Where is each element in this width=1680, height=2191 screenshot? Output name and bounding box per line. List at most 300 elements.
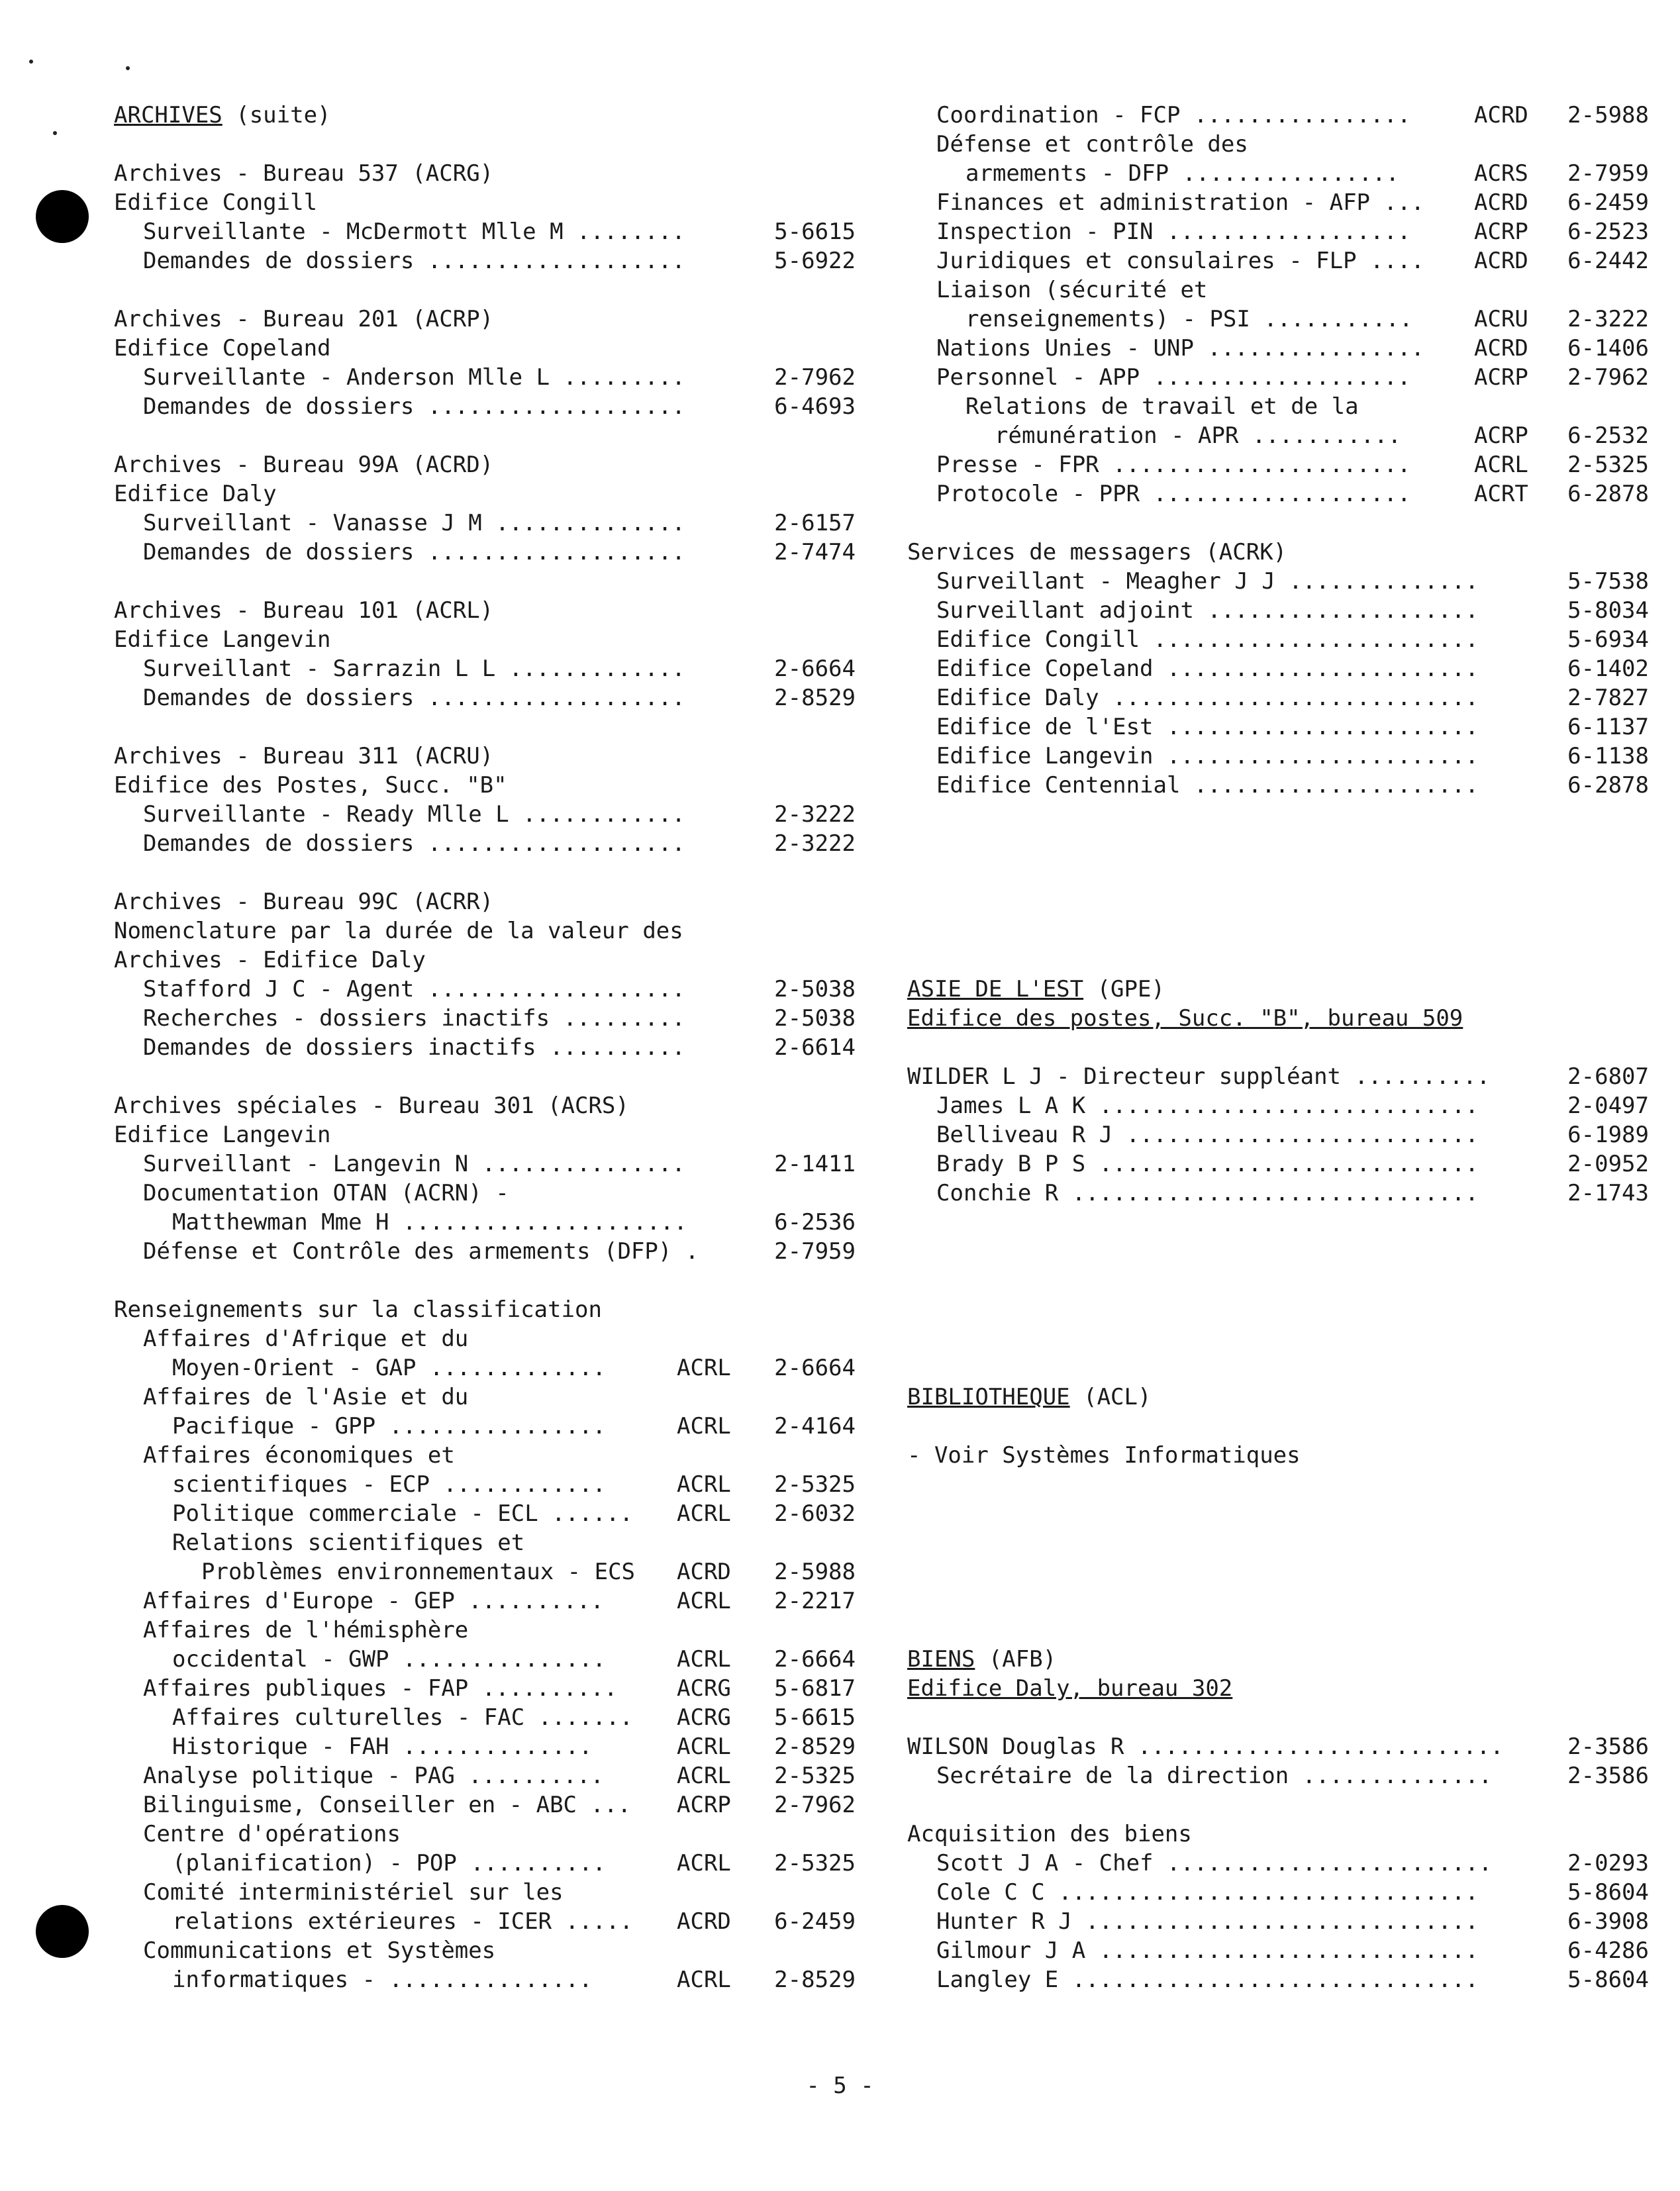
spacer: [907, 829, 1649, 858]
entry-text: Comité interministériel sur les: [143, 1879, 564, 1906]
directory-line: [114, 1499, 856, 1528]
entry-text: Stafford J C - Agent ...................: [143, 976, 685, 1002]
entry-text: Centre d'opérations: [143, 1821, 401, 1847]
phone-number: 2-4164: [774, 1413, 856, 1439]
spacer: [907, 1528, 1649, 1557]
phone-number: 6-1138: [1567, 743, 1649, 769]
office-code: ACRD: [1474, 248, 1528, 274]
directory-line: [907, 712, 1649, 742]
entry-text: Edifice des Postes, Succ. "B": [114, 772, 507, 799]
directory-line: [907, 188, 1649, 217]
entry-text: Nations Unies - UNP ................: [936, 335, 1424, 362]
phone-number: 2-8529: [774, 1733, 856, 1760]
entry-text: Edifice Langevin: [114, 626, 331, 653]
entry-text: Défense et Contrôle des armements (DFP) .: [143, 1238, 699, 1265]
directory-line: [114, 1790, 856, 1820]
phone-number: 6-2523: [1567, 219, 1649, 245]
entry-text: Presse - FPR ......................: [936, 452, 1411, 478]
directory-line: [907, 275, 1649, 305]
entry-text: Secrétaire de la direction ..............: [936, 1763, 1493, 1789]
entry-text: Belliveau R J ..........................: [936, 1122, 1479, 1148]
directory-line: [907, 1732, 1649, 1761]
phone-number: 2-2217: [774, 1588, 856, 1614]
phone-number: 2-5988: [1567, 102, 1649, 128]
section-heading: ARCHIVES: [114, 102, 222, 128]
directory-line: [114, 1965, 856, 1994]
entry-text: Surveillante - Anderson Mlle L .........: [143, 364, 685, 391]
phone-number: 2-5325: [1567, 452, 1649, 478]
section-heading: ASIE DE L'EST: [907, 976, 1084, 1002]
phone-number: 6-4286: [1567, 1937, 1649, 1964]
entry-text: Historique - FAH ..............: [172, 1733, 593, 1760]
entry-text: Inspection - PIN ..................: [936, 219, 1411, 245]
entry-text: WILSON Douglas R ...........................: [907, 1733, 1504, 1760]
directory-line: [114, 654, 856, 683]
directory-line: [114, 1149, 856, 1179]
entry-text: Archives - Bureau 101 (ACRL): [114, 597, 494, 624]
phone-number: 6-1989: [1567, 1122, 1649, 1148]
phone-number: 6-1137: [1567, 714, 1649, 740]
entry-text: Hunter R J .............................: [936, 1908, 1479, 1935]
phone-number: 5-7538: [1567, 568, 1649, 595]
phone-number: 2-5325: [774, 1850, 856, 1876]
phone-number: 2-0497: [1567, 1093, 1649, 1119]
directory-line: [114, 683, 856, 712]
entry-text: Renseignements sur la classification: [114, 1296, 602, 1323]
section-heading: Edifice Daly, bureau 302: [907, 1675, 1233, 1702]
entry-text: Edifice Langevin .......................: [936, 743, 1479, 769]
directory-line: [114, 1120, 856, 1149]
directory-line: [114, 1324, 856, 1353]
office-code: ACRD: [1474, 102, 1528, 128]
entry-text: occidental - GWP ...............: [172, 1646, 607, 1673]
directory-line: [114, 217, 856, 246]
directory-line: [907, 1674, 1649, 1703]
phone-number: 2-6032: [774, 1500, 856, 1527]
directory-line: [114, 1616, 856, 1645]
phone-number: 2-0952: [1567, 1151, 1649, 1177]
office-code: ACRL: [677, 1967, 731, 1993]
heading-suffix: (ACL): [1069, 1384, 1152, 1410]
directory-line: [907, 130, 1649, 159]
phone-number: 5-6934: [1567, 626, 1649, 653]
entry-text: Demandes de dossiers ...................: [143, 830, 685, 857]
office-code: ACRG: [677, 1704, 731, 1731]
entry-text: Documentation OTAN (ACRN) -: [143, 1180, 509, 1206]
phone-number: 2-6807: [1567, 1063, 1649, 1090]
entry-text: Archives - Edifice Daly: [114, 947, 426, 973]
phone-number: 2-5038: [774, 976, 856, 1002]
office-code: ACRS: [1474, 160, 1528, 187]
entry-text: Liaison (sécurité et: [936, 277, 1208, 303]
directory-line: [907, 1820, 1649, 1849]
entry-text: Scott J A - Chef ........................: [936, 1850, 1493, 1876]
directory-line: [907, 101, 1649, 130]
directory-line: [114, 1470, 856, 1499]
phone-number: 2-1411: [774, 1151, 856, 1177]
entry-text: Protocole - PPR ...................: [936, 481, 1411, 507]
speck-2: [126, 66, 130, 70]
directory-line: [907, 1004, 1649, 1033]
spacer: [907, 1790, 1649, 1820]
phone-number: 2-3586: [1567, 1763, 1649, 1789]
directory-line: [114, 1557, 856, 1586]
phone-number: 2-7827: [1567, 685, 1649, 711]
directory-line: [114, 1091, 856, 1120]
office-code: ACRD: [1474, 335, 1528, 362]
directory-line: [114, 159, 856, 188]
directory-line: [907, 159, 1649, 188]
phone-number: 2-3222: [1567, 306, 1649, 332]
directory-line: [114, 946, 856, 975]
entry-text: Moyen-Orient - GAP .............: [172, 1355, 607, 1381]
directory-line: [907, 392, 1649, 421]
entry-text: Matthewman Mme H .....................: [172, 1209, 687, 1236]
directory-line: [114, 1586, 856, 1616]
entry-text: Edifice Daly ...........................: [936, 685, 1479, 711]
entry-text: Demandes de dossiers ...................: [143, 248, 685, 274]
directory-line: [907, 1383, 1649, 1412]
entry-text: Surveillant - Vanasse J M ..............: [143, 510, 685, 536]
entry-text: scientifiques - ECP ............: [172, 1471, 607, 1498]
directory-line: [114, 1033, 856, 1062]
phone-number: 6-2878: [1567, 772, 1649, 799]
phone-number: 2-7959: [774, 1238, 856, 1265]
phone-number: 5-6615: [774, 219, 856, 245]
office-code: ACRL: [677, 1646, 731, 1673]
directory-line: [907, 334, 1649, 363]
spacer: [907, 1295, 1649, 1324]
phone-number: 5-8034: [1567, 597, 1649, 624]
phone-number: 6-2532: [1567, 422, 1649, 449]
phone-number: 2-7959: [1567, 160, 1649, 187]
entry-text: Finances et administration - AFP ...: [936, 189, 1424, 216]
section-heading: BIENS: [907, 1646, 975, 1673]
office-code: ACRL: [677, 1733, 731, 1760]
directory-line: [907, 1849, 1649, 1878]
spacer: [907, 887, 1649, 916]
directory-line: [907, 975, 1649, 1004]
directory-line: [114, 246, 856, 275]
entry-text: Surveillant - Meagher J J ..............: [936, 568, 1479, 595]
entry-text: Affaires d'Afrique et du: [143, 1326, 469, 1352]
entry-text: Pacifique - GPP ................: [172, 1413, 607, 1439]
office-code: ACRL: [677, 1763, 731, 1789]
spacer: [114, 858, 856, 887]
directory-line: [114, 479, 856, 509]
phone-number: 6-2442: [1567, 248, 1649, 274]
binder-hole-bottom: [36, 1905, 89, 1958]
entry-text: Archives - Bureau 99A (ACRD): [114, 452, 494, 478]
directory-line: [114, 1179, 856, 1208]
spacer: [907, 916, 1649, 946]
directory-line: [114, 771, 856, 800]
entry-text: Edifice Congill ........................: [936, 626, 1479, 653]
entry-text: Demandes de dossiers inactifs ..........: [143, 1034, 685, 1061]
directory-line: [907, 1179, 1649, 1208]
entry-text: Services de messagers (ACRK): [907, 539, 1287, 565]
phone-number: 2-5325: [774, 1471, 856, 1498]
entry-text: Edifice Langevin: [114, 1122, 331, 1148]
phone-number: 2-5988: [774, 1559, 856, 1585]
entry-text: Surveillante - Ready Mlle L ............: [143, 801, 685, 828]
phone-number: 5-8604: [1567, 1967, 1649, 1993]
entry-text: Archives - Bureau 537 (ACRG): [114, 160, 494, 187]
directory-line: [114, 1936, 856, 1965]
phone-number: 2-8529: [774, 685, 856, 711]
phone-number: 2-3586: [1567, 1733, 1649, 1760]
directory-line: [114, 1295, 856, 1324]
phone-number: 2-6664: [774, 656, 856, 682]
directory-line: [114, 1761, 856, 1790]
spacer: [907, 1586, 1649, 1616]
directory-line: [114, 887, 856, 916]
directory-line: [907, 305, 1649, 334]
entry-text: Edifice Congill: [114, 189, 318, 216]
office-code: ACRG: [677, 1675, 731, 1702]
office-code: ACRL: [1474, 452, 1528, 478]
directory-line: [907, 1907, 1649, 1936]
directory-line: [114, 450, 856, 479]
entry-text: Personnel - APP ...................: [936, 364, 1411, 391]
office-code: ACRP: [1474, 364, 1528, 391]
phone-number: 2-0293: [1567, 1850, 1649, 1876]
directory-line: [907, 538, 1649, 567]
entry-text: Demandes de dossiers ...................: [143, 393, 685, 420]
phone-number: 2-7474: [774, 539, 856, 565]
directory-line: [114, 305, 856, 334]
directory-line: [907, 625, 1649, 654]
directory-line: [114, 509, 856, 538]
directory-line: [114, 1907, 856, 1936]
directory-line: [114, 829, 856, 858]
entry-text: Affaires économiques et: [143, 1442, 455, 1469]
entry-text: Surveillant adjoint ....................: [936, 597, 1479, 624]
entry-text: Acquisition des biens: [907, 1821, 1192, 1847]
directory-line: [114, 392, 856, 421]
phone-number: 2-6664: [774, 1355, 856, 1381]
spacer: [907, 1412, 1649, 1441]
speck-1: [29, 60, 33, 64]
spacer: [907, 800, 1649, 829]
phone-number: 6-2536: [774, 1209, 856, 1236]
entry-text: Juridiques et consulaires - FLP ....: [936, 248, 1424, 274]
spacer: [114, 130, 856, 159]
spacer: [907, 1703, 1649, 1732]
spacer: [907, 1208, 1649, 1237]
office-code: ACRP: [1474, 219, 1528, 245]
directory-line: [907, 1645, 1649, 1674]
entry-text: Demandes de dossiers ...................: [143, 539, 685, 565]
phone-number: 6-1406: [1567, 335, 1649, 362]
entry-text: Défense et contrôle des: [936, 131, 1248, 158]
directory-line: [114, 101, 856, 130]
directory-line: [114, 1237, 856, 1266]
directory-line: [114, 1849, 856, 1878]
directory-line: [114, 363, 856, 392]
entry-text: - Voir Systèmes Informatiques: [907, 1442, 1301, 1469]
entry-text: Brady B P S ............................: [936, 1151, 1479, 1177]
spacer: [907, 1616, 1649, 1645]
office-code: ACRD: [1474, 189, 1528, 216]
office-code: ACRL: [677, 1588, 731, 1614]
entry-text: Demandes de dossiers ...................: [143, 685, 685, 711]
entry-text: armements - DFP ................: [965, 160, 1400, 187]
left-column: [114, 101, 856, 1994]
office-code: ACRU: [1474, 306, 1528, 332]
directory-line: [907, 1761, 1649, 1790]
phone-number: 2-7962: [1567, 364, 1649, 391]
heading-suffix: (AFB): [975, 1646, 1057, 1673]
phone-number: 6-4693: [774, 393, 856, 420]
heading-suffix: (GPE): [1083, 976, 1165, 1002]
spacer: [907, 1499, 1649, 1528]
heading-suffix: (suite): [222, 102, 331, 128]
entry-text: Affaires culturelles - FAC .......: [172, 1704, 633, 1731]
entry-text: WILDER L J - Directeur suppléant ..........: [907, 1063, 1491, 1090]
directory-line: [114, 625, 856, 654]
spacer: [907, 946, 1649, 975]
phone-number: 2-6614: [774, 1034, 856, 1061]
directory-line: [114, 1528, 856, 1557]
directory-line: [907, 421, 1649, 450]
office-code: ACRL: [677, 1471, 731, 1498]
spacer: [114, 421, 856, 450]
directory-line: [907, 596, 1649, 625]
entry-text: Archives - Bureau 201 (ACRP): [114, 306, 494, 332]
office-code: ACRD: [677, 1908, 731, 1935]
spacer: [907, 509, 1649, 538]
entry-text: Conchie R ..............................: [936, 1180, 1479, 1206]
office-code: ACRT: [1474, 481, 1528, 507]
phone-number: 5-8604: [1567, 1879, 1649, 1906]
directory-line: [114, 1208, 856, 1237]
phone-number: 6-3908: [1567, 1908, 1649, 1935]
directory-line: [114, 1441, 856, 1470]
directory-line: [907, 1936, 1649, 1965]
entry-text: Surveillante - McDermott Mlle M ........: [143, 219, 685, 245]
entry-text: Affaires d'Europe - GEP ..........: [143, 1588, 604, 1614]
office-code: ACRL: [677, 1850, 731, 1876]
phone-number: 2-7962: [774, 364, 856, 391]
directory-line: [114, 334, 856, 363]
entry-text: Bilinguisme, Conseiller en - ABC ...: [143, 1792, 631, 1818]
entry-text: Coordination - FCP ................: [936, 102, 1411, 128]
directory-line: [907, 363, 1649, 392]
spacer: [907, 1324, 1649, 1353]
phone-number: 5-6922: [774, 248, 856, 274]
directory-line: [114, 1732, 856, 1761]
directory-line: [907, 479, 1649, 509]
entry-text: informatiques - ...............: [172, 1967, 593, 1993]
entry-text: James L A K ............................: [936, 1093, 1479, 1119]
entry-text: Communications et Systèmes: [143, 1937, 496, 1964]
spacer: [114, 712, 856, 742]
spacer: [907, 1557, 1649, 1586]
entry-text: Analyse politique - PAG ..........: [143, 1763, 604, 1789]
entry-text: Gilmour J A ............................: [936, 1937, 1479, 1964]
entry-text: relations extérieures - ICER .....: [172, 1908, 633, 1935]
entry-text: Relations scientifiques et: [172, 1530, 525, 1556]
entry-text: Cole C C ...............................: [936, 1879, 1479, 1906]
spacer: [907, 1266, 1649, 1295]
phone-number: 2-6157: [774, 510, 856, 536]
entry-text: Archives spéciales - Bureau 301 (ACRS): [114, 1093, 629, 1119]
entry-text: Recherches - dossiers inactifs .........: [143, 1005, 685, 1032]
directory-line: [907, 742, 1649, 771]
spacer: [907, 1033, 1649, 1062]
directory-line: [907, 654, 1649, 683]
directory-line: [114, 1674, 856, 1703]
entry-text: Problèmes environnementaux - ECS: [201, 1559, 636, 1585]
phone-number: 2-8529: [774, 1967, 856, 1993]
directory-line: [907, 1091, 1649, 1120]
phone-number: 2-3222: [774, 801, 856, 828]
office-code: ACRP: [1474, 422, 1528, 449]
entry-text: Edifice Copeland: [114, 335, 331, 362]
entry-text: Archives - Bureau 311 (ACRU): [114, 743, 494, 769]
directory-line: [907, 1878, 1649, 1907]
spacer: [907, 1470, 1649, 1499]
entry-text: Relations de travail et de la: [965, 393, 1359, 420]
right-column: [907, 101, 1649, 1994]
phone-number: 2-1743: [1567, 1180, 1649, 1206]
directory-line: [907, 1965, 1649, 1994]
directory-line: [907, 771, 1649, 800]
directory-line: [907, 567, 1649, 596]
phone-number: 2-6664: [774, 1646, 856, 1673]
entry-text: renseignements) - PSI ...........: [965, 306, 1413, 332]
spacer: [907, 858, 1649, 887]
directory-line: [907, 1120, 1649, 1149]
office-code: ACRL: [677, 1355, 731, 1381]
directory-line: [114, 1878, 856, 1907]
directory-line: [114, 800, 856, 829]
entry-text: Archives - Bureau 99C (ACRR): [114, 889, 494, 915]
entry-text: Edifice Centennial .....................: [936, 772, 1479, 799]
office-code: ACRL: [677, 1500, 731, 1527]
entry-text: Surveillant - Langevin N ...............: [143, 1151, 685, 1177]
directory-line: [114, 538, 856, 567]
directory-line: [114, 1820, 856, 1849]
directory-line: [114, 1353, 856, 1383]
directory-line: [907, 1149, 1649, 1179]
entry-text: Affaires publiques - FAP ..........: [143, 1675, 618, 1702]
spacer: [907, 1237, 1649, 1266]
phone-number: 6-2878: [1567, 481, 1649, 507]
entry-text: Edifice Copeland .......................: [936, 656, 1479, 682]
entry-text: Politique commerciale - ECL ......: [172, 1500, 633, 1527]
directory-line: [114, 1645, 856, 1674]
entry-text: Edifice Daly: [114, 481, 277, 507]
section-heading: BIBLIOTHEQUE: [907, 1384, 1070, 1410]
directory-line: [114, 1383, 856, 1412]
spacer: [114, 275, 856, 305]
phone-number: 2-3222: [774, 830, 856, 857]
phone-number: 5-6817: [774, 1675, 856, 1702]
phone-number: 2-5325: [774, 1763, 856, 1789]
section-heading: Edifice des postes, Succ. "B", bureau 509: [907, 1005, 1463, 1032]
phone-number: 6-1402: [1567, 656, 1649, 682]
phone-number: 2-5038: [774, 1005, 856, 1032]
directory-line: [114, 596, 856, 625]
entry-text: Langley E ..............................: [936, 1967, 1479, 1993]
entry-text: Affaires de l'Asie et du: [143, 1384, 469, 1410]
entry-text: Edifice de l'Est .......................: [936, 714, 1479, 740]
directory-line: [114, 742, 856, 771]
speck-3: [53, 131, 57, 135]
office-code: ACRP: [677, 1792, 731, 1818]
